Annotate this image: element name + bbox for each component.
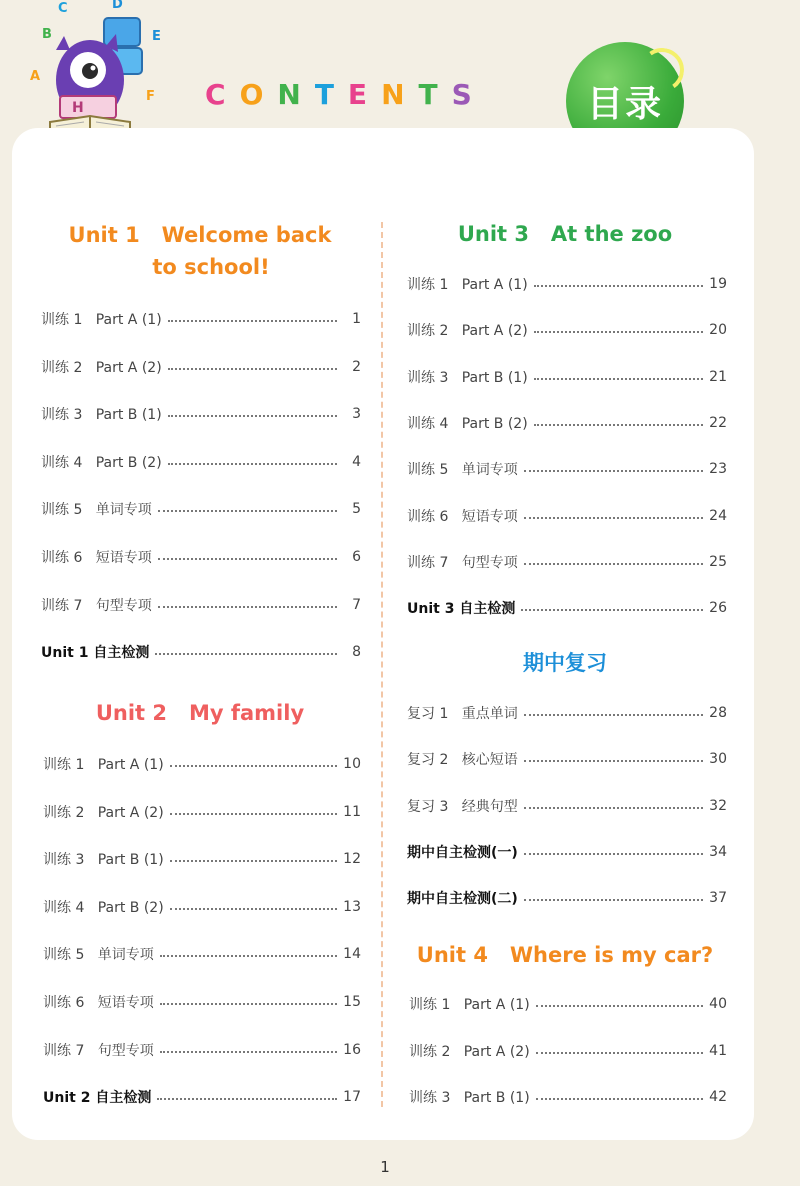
- toc-row[interactable]: [407, 318, 727, 342]
- leader-dots: [170, 860, 337, 862]
- toc-row[interactable]: [41, 497, 361, 521]
- toc-page-number: 14: [343, 946, 361, 963]
- toc-label: 期中自主检测(二): [407, 891, 518, 908]
- toc-page-number: 2: [352, 358, 361, 375]
- leader-dots: [168, 463, 337, 465]
- toc-page-number: 19: [709, 276, 727, 292]
- toc-row[interactable]: [407, 457, 727, 481]
- toc-row[interactable]: [41, 545, 361, 569]
- leader-dots: [524, 807, 703, 809]
- toc-label: 训练 6 短语专项: [407, 508, 518, 525]
- toc-row[interactable]: [409, 1039, 727, 1063]
- leader-dots: [524, 714, 703, 716]
- toc-page-number: 21: [709, 368, 727, 385]
- contents-heading: [205, 78, 486, 111]
- unit1-title: [40, 219, 360, 283]
- toc-page-number: 1: [352, 311, 361, 327]
- toc-row[interactable]: [43, 1038, 361, 1062]
- svg-text:H: H: [72, 100, 84, 116]
- leader-dots: [158, 606, 337, 608]
- toc-label: 训练 6 短语专项: [43, 995, 154, 1011]
- toc-row[interactable]: [41, 593, 361, 617]
- leader-dots: [521, 609, 703, 611]
- toc-row[interactable]: [407, 701, 727, 725]
- toc-page-number: 32: [709, 797, 727, 814]
- leader-dots: [524, 899, 703, 901]
- toc-page-number: 11: [343, 803, 361, 820]
- toc-row[interactable]: [407, 411, 727, 435]
- leader-dots: [536, 1005, 703, 1007]
- toc-row[interactable]: [41, 402, 361, 426]
- toc-label: 训练 6 短语专项: [41, 550, 152, 566]
- contents-letter: T: [418, 78, 452, 111]
- toc-label: 复习 2 核心短语: [407, 752, 518, 769]
- toc-label: 训练 5 单词专项: [41, 502, 152, 519]
- toc-label: Unit 1 自主检测: [41, 645, 150, 662]
- toc-page-number: 22: [709, 414, 727, 431]
- leader-dots: [160, 1051, 337, 1053]
- svg-text:F: F: [146, 89, 155, 104]
- toc-label: 训练 4 Part B (2): [41, 454, 162, 471]
- toc-page-number: 15: [343, 994, 361, 1010]
- leader-dots: [157, 1098, 337, 1100]
- leader-dots: [524, 563, 703, 565]
- contents-letter: O: [239, 78, 278, 111]
- toc-page-number: 17: [343, 1089, 361, 1106]
- mulu-text: 目录: [586, 83, 663, 125]
- toc-row[interactable]: [43, 752, 361, 776]
- contents-letter: T: [314, 78, 348, 111]
- svg-text:B: B: [42, 27, 52, 42]
- toc-page-number: 25: [709, 553, 727, 570]
- leader-dots: [158, 510, 337, 512]
- toc-row[interactable]: [407, 840, 727, 864]
- toc-row[interactable]: [43, 847, 361, 871]
- contents-letter: C: [205, 78, 240, 111]
- toc-label: 训练 7 句型专项: [43, 1042, 154, 1059]
- toc-label: 训练 7 句型专项: [41, 597, 152, 614]
- toc-row[interactable]: [41, 307, 361, 331]
- toc-label: 训练 3 Part B (1): [409, 1090, 530, 1106]
- toc-page-number: 42: [709, 1089, 727, 1105]
- toc-label: 训练 5 单词专项: [407, 462, 518, 479]
- toc-label: 复习 1 重点单词: [407, 706, 518, 722]
- toc-row[interactable]: [407, 365, 727, 389]
- toc-label: 训练 1 Part A (1): [43, 757, 164, 773]
- leader-dots: [534, 331, 703, 333]
- unit1-title-line2: to school!: [152, 255, 270, 279]
- svg-text:A: A: [30, 69, 41, 84]
- leader-dots: [170, 813, 337, 815]
- toc-label: 训练 1 Part A (1): [409, 997, 530, 1013]
- toc-label: 训练 2 Part A (2): [41, 359, 162, 376]
- toc-label: 训练 4 Part B (2): [43, 899, 164, 916]
- midterm-title: 期中复习: [523, 651, 607, 675]
- leader-dots: [158, 558, 337, 560]
- leader-dots: [170, 765, 337, 767]
- toc-page-number: 10: [343, 756, 361, 772]
- leader-dots: [168, 320, 337, 322]
- svg-text:D: D: [112, 0, 123, 12]
- toc-page-number: 12: [343, 851, 361, 868]
- toc-label: 训练 3 Part B (1): [407, 369, 528, 386]
- toc-row[interactable]: [407, 550, 727, 574]
- contents-letter: N: [381, 78, 419, 111]
- toc-label: 训练 4 Part B (2): [407, 415, 528, 432]
- toc-page-number: 3: [352, 406, 361, 423]
- toc-row[interactable]: [41, 450, 361, 474]
- toc-row[interactable]: [41, 640, 361, 664]
- toc-label: 训练 3 Part B (1): [41, 407, 162, 424]
- toc-page-number: 40: [709, 996, 727, 1012]
- toc-row[interactable]: [43, 942, 361, 966]
- toc-page-number: 4: [352, 453, 361, 470]
- toc-page-number: 26: [709, 600, 727, 617]
- leader-dots: [155, 653, 337, 655]
- toc-label: Unit 2 自主检测: [43, 1090, 152, 1107]
- toc-row[interactable]: [407, 272, 727, 296]
- leader-dots: [524, 517, 703, 519]
- toc-label: 训练 2 Part A (2): [43, 804, 164, 821]
- toc-page-number: 41: [709, 1042, 727, 1059]
- toc-row[interactable]: [407, 504, 727, 528]
- page-number: 1: [380, 1158, 390, 1176]
- toc-row[interactable]: [407, 596, 727, 620]
- toc-row[interactable]: [407, 747, 727, 771]
- svg-text:E: E: [152, 29, 161, 44]
- toc-label: 训练 5 单词专项: [43, 947, 154, 964]
- toc-page-number: 20: [709, 322, 727, 339]
- toc-row[interactable]: [407, 886, 727, 910]
- unit4-title: Unit 4 Where is my car?: [416, 943, 714, 967]
- contents-letter: S: [451, 78, 486, 111]
- leader-dots: [168, 368, 337, 370]
- toc-page-number: 8: [352, 644, 361, 661]
- toc-label: 训练 1 Part A (1): [407, 277, 528, 293]
- toc-row[interactable]: [43, 800, 361, 824]
- contents-letter: N: [277, 78, 315, 111]
- toc-row[interactable]: [409, 1085, 727, 1109]
- toc-page-number: 30: [709, 751, 727, 768]
- toc-row[interactable]: [407, 794, 727, 818]
- leader-dots: [160, 955, 337, 957]
- toc-page-number: 16: [343, 1041, 361, 1058]
- leader-dots: [534, 285, 703, 287]
- column-divider: [381, 222, 383, 1107]
- toc-page-number: 6: [352, 549, 361, 565]
- leader-dots: [170, 908, 337, 910]
- toc-label: 训练 1 Part A (1): [41, 312, 162, 328]
- leader-dots: [524, 853, 703, 855]
- toc-row[interactable]: [43, 1085, 361, 1109]
- unit3-title: Unit 3 At the zoo: [457, 222, 673, 246]
- svg-text:C: C: [58, 1, 68, 16]
- toc-page-number: 37: [709, 890, 727, 907]
- leader-dots: [524, 760, 703, 762]
- leader-dots: [534, 378, 703, 380]
- toc-page-number: 34: [709, 843, 727, 860]
- toc-label: 复习 3 经典句型: [407, 798, 518, 815]
- toc-label: 期中自主检测(一): [407, 844, 518, 861]
- toc-row[interactable]: [41, 355, 361, 379]
- toc-row[interactable]: [409, 992, 727, 1016]
- toc-page-number: 23: [709, 461, 727, 478]
- leader-dots: [168, 415, 337, 417]
- toc-label: 训练 2 Part A (2): [409, 1043, 530, 1060]
- leader-dots: [524, 470, 703, 472]
- toc-row[interactable]: [43, 990, 361, 1014]
- unit2-title: Unit 2 My family: [95, 701, 305, 725]
- toc-page-number: 7: [352, 596, 361, 613]
- unit1-title-line1: Unit 1 Welcome back: [68, 223, 332, 247]
- leader-dots: [534, 424, 703, 426]
- toc-label: 训练 3 Part B (1): [43, 852, 164, 869]
- toc-label: 训练 7 句型专项: [407, 554, 518, 571]
- toc-page-number: 13: [343, 898, 361, 915]
- toc-row[interactable]: [43, 895, 361, 919]
- toc-label: 训练 2 Part A (2): [407, 323, 528, 340]
- toc-page-number: 24: [709, 507, 727, 524]
- leader-dots: [536, 1052, 703, 1054]
- toc-page-number: 28: [709, 705, 727, 721]
- contents-letter: E: [347, 78, 382, 111]
- toc-label: Unit 3 自主检测: [407, 601, 516, 618]
- leader-dots: [536, 1098, 703, 1100]
- toc-page-number: 5: [352, 501, 361, 518]
- leader-dots: [160, 1003, 337, 1005]
